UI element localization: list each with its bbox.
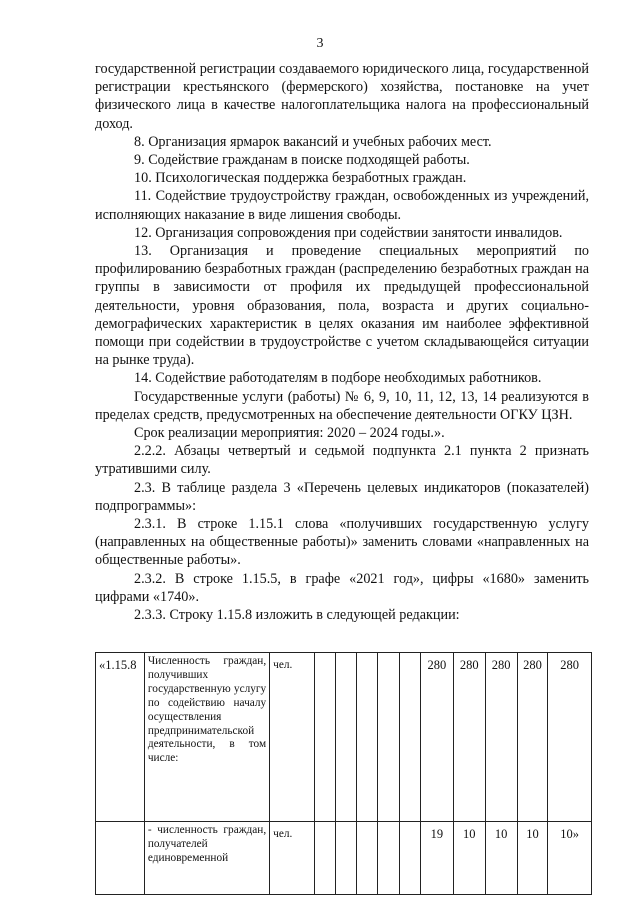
row-description: Численность граждан, получивших государственную услугу по содействию началу осуществления предпринимательской деятельности, в том числе:: [144, 653, 269, 822]
paragraph: 2.3. В таблице раздела 3 «Перечень целевых индикаторов (показателей) подпрограммы»:: [95, 479, 589, 514]
value-cell: 280: [485, 653, 517, 822]
blank-cell: [314, 822, 335, 895]
value-cell: 10: [517, 822, 548, 895]
blank-cell: [335, 653, 356, 822]
paragraph: 2.3.2. В строке 1.15.5, в графе «2021 год», цифры «1680» заменить цифрами «1740».: [95, 570, 589, 605]
paragraph: 10. Психологическая поддержка безработных граждан.: [134, 170, 467, 187]
row-description: - численность граждан, получателей единовременной: [144, 822, 269, 895]
blank-cell: [378, 822, 399, 895]
indicator-table: [95, 652, 592, 895]
paragraph: 2.3.1. В строке 1.15.1 слова «получивших государственную услугу (направленных на общественные работы)» заменить словами «направленных на общественные работы».: [95, 516, 589, 569]
paragraph: 11. Содействие трудоустройству граждан, освобожденных из учреждений, исполняющих наказание в виде лишения свободы.: [95, 188, 589, 223]
blank-cell: [357, 822, 378, 895]
table-row: [96, 822, 592, 895]
blank-cell: [378, 653, 399, 822]
value-cell: 280: [548, 653, 592, 822]
paragraph: Срок реализации мероприятия: 2020 – 2024 годы.».: [134, 425, 445, 442]
paragraph: 14. Содействие работодателям в подборе необходимых работников.: [134, 370, 542, 387]
blank-cell: [357, 653, 378, 822]
value-cell: 280: [517, 653, 548, 822]
value-cell: 280: [453, 653, 485, 822]
body-text: [95, 60, 589, 624]
blank-cell: [399, 822, 420, 895]
blank-cell: [399, 653, 420, 822]
paragraph: 2.3.3. Строку 1.15.8 изложить в следующей редакции:: [134, 607, 460, 624]
value-cell: 10»: [548, 822, 592, 895]
paragraph: 13. Организация и проведение специальных мероприятий по профилированию безработных граждан (распределению безработных граждан на группы в зависимости от профиля их предыдущей профессиональной деятельности, уровня образования, пола, возраста и других социально-демографических характеристик в целях оказания им наиболее эффективной помощи при содействии в трудоустройстве с учетом складывающейся ситуации на рынке труда).: [95, 243, 589, 369]
row-code: «1.15.8: [96, 653, 145, 822]
value-cell: 19: [420, 822, 453, 895]
value-cell: 280: [420, 653, 453, 822]
row-code: [96, 822, 145, 895]
paragraph: 2.2.2. Абзацы четвертый и седьмой подпункта 2.1 пункта 2 признать утратившими силу.: [95, 443, 589, 478]
paragraph: 8. Организация ярмарок вакансий и учебных рабочих мест.: [134, 133, 492, 150]
row-unit: чел.: [270, 653, 315, 822]
paragraph: 12. Организация сопровождения при содействии занятости инвалидов.: [134, 224, 563, 241]
value-cell: 10: [453, 822, 485, 895]
paragraph: 9. Содействие гражданам в поиске подходящей работы.: [134, 152, 470, 169]
paragraph: государственной регистрации создаваемого юридического лица, государственной регистрации крестьянского (фермерского) хозяйства, постановке на учет физического лица в качестве налогоплательщика налога на профессиональный доход.: [95, 61, 589, 132]
blank-cell: [335, 822, 356, 895]
table-row: [96, 653, 592, 822]
value-cell: 10: [485, 822, 517, 895]
paragraph: Государственные услуги (работы) № 6, 9, 10, 11, 12, 13, 14 реализуются в пределах средств, предусмотренных на обеспечение деятельности ОГКУ ЦЗН.: [95, 388, 589, 423]
page-number: 3: [316, 36, 324, 51]
blank-cell: [314, 653, 335, 822]
row-unit: чел.: [270, 822, 315, 895]
